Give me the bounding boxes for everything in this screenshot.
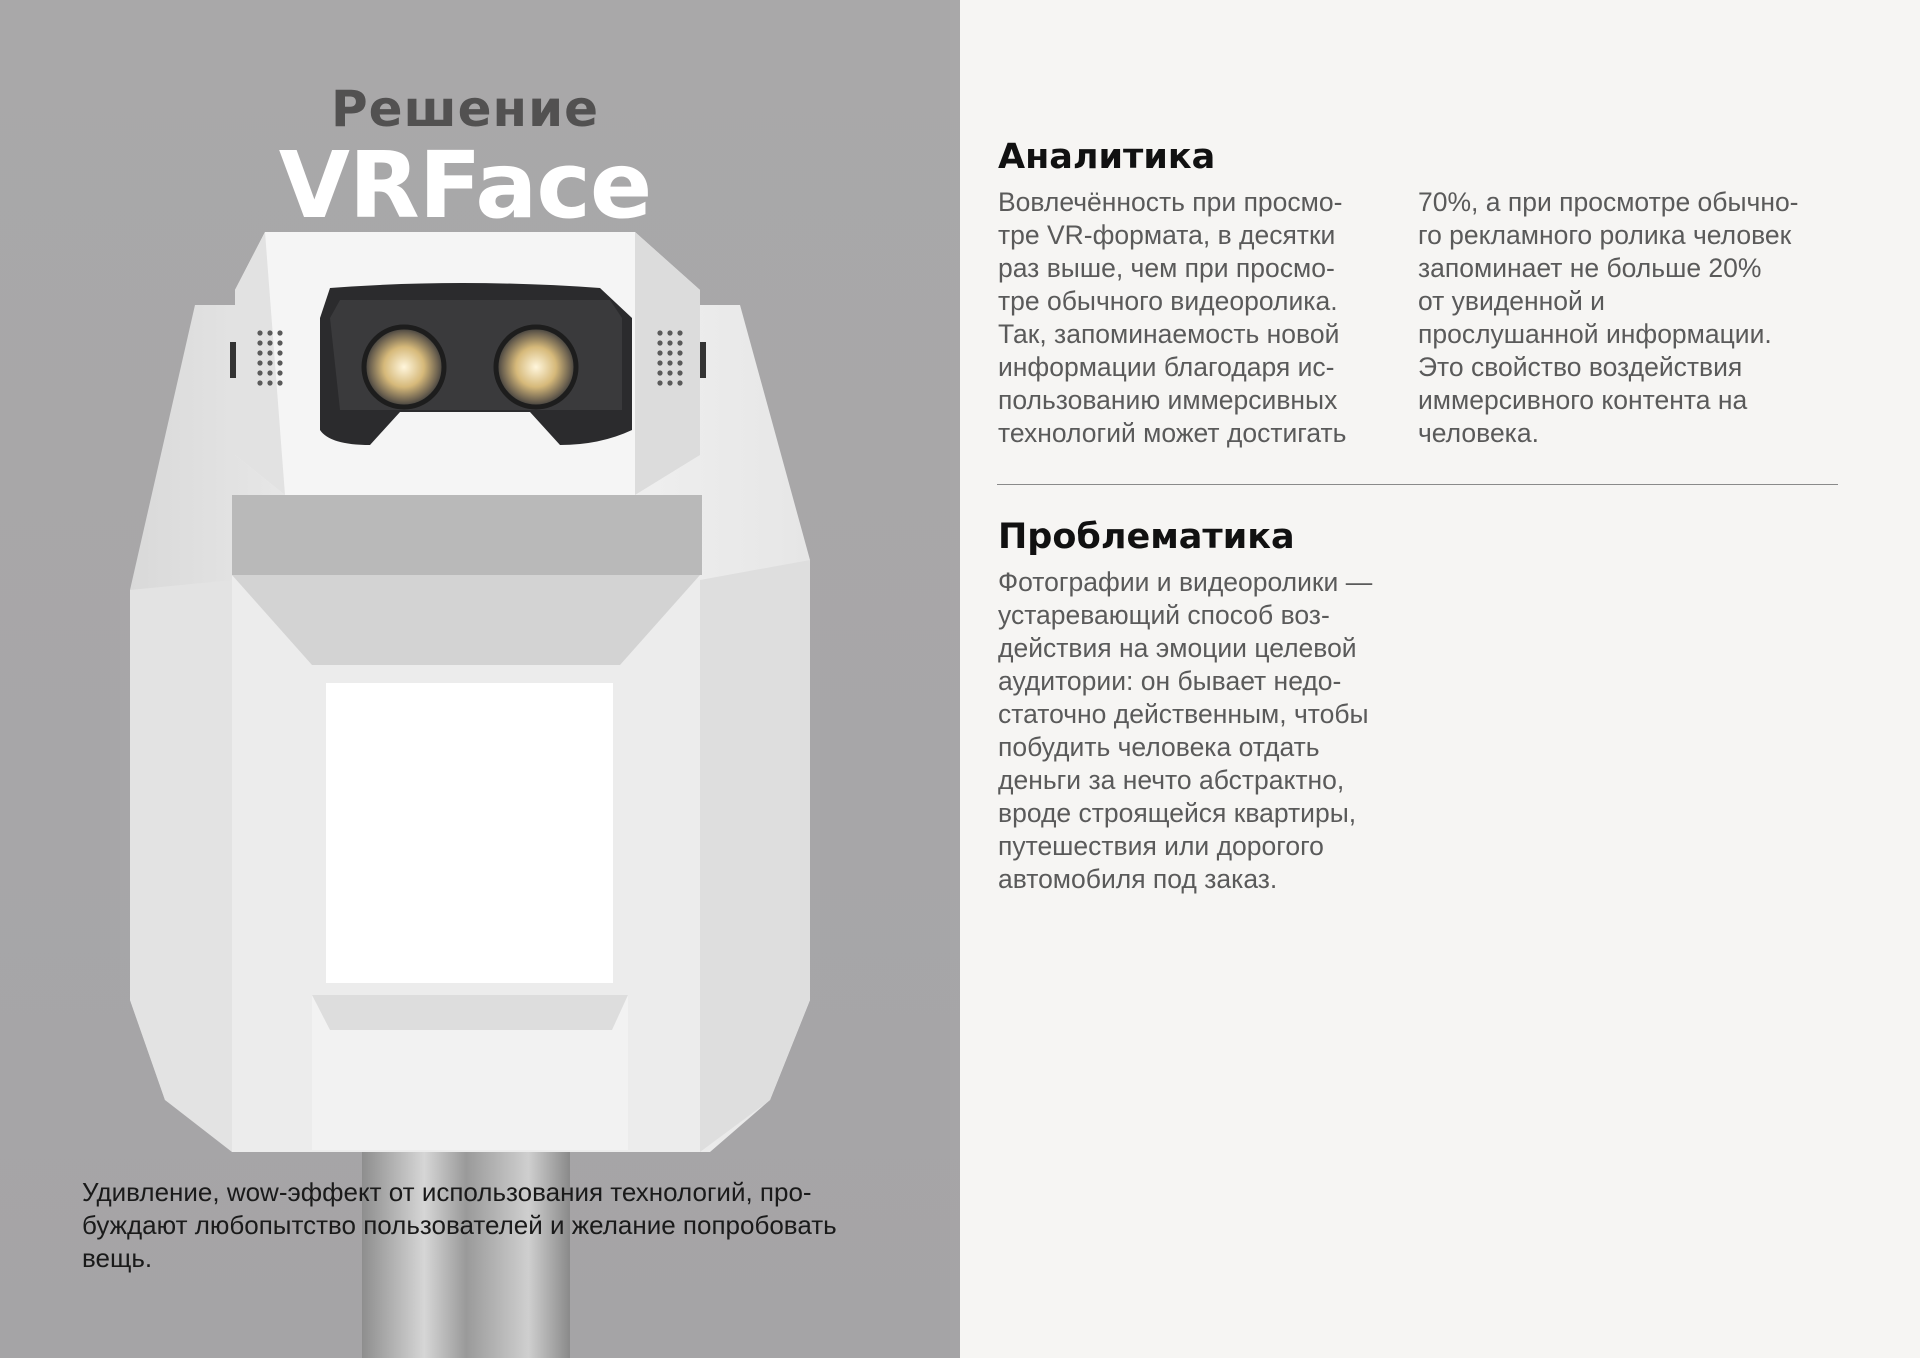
section-divider [997,484,1838,485]
analytics-column-1: Вовлечённость при просмо- тре VR-формата, в десятки раз выше, чем при просмо- тре обычного видеоролика. Так, запоминаемость новой информации благодаря ис- пользованию иммерсивных технологий может достигать [998,187,1347,448]
left-caption: Удивление, wow-эффект от использования технологий, про- буждают любопытство пользователей и желание попробовать вещь. [82,1177,837,1273]
problems-heading: Проблематика [998,517,1295,557]
analytics-column-2: 70%, а при просмотре обычно- го рекламного ролика человек запоминает не больше 20% от увиденной и прослушанной информации. Это свойство воздействия иммерсивного контента на человека. [1418,187,1799,448]
product-title: VRFace [278,132,652,239]
problems-text: Фотографии и видеоролики — устаревающий способ воз- действия на эмоции целевой аудитории: он бывает недо- статочно действенным, чтобы побудить человека отдать деньги за нечто абстрактно, вроде строящейся квартиры, путешествия или дорогого автомобиля под заказ. [998,567,1373,894]
analytics-heading: Аналитика [998,137,1216,177]
kiosk-screen [326,683,613,983]
solution-label: Решение [330,80,600,138]
